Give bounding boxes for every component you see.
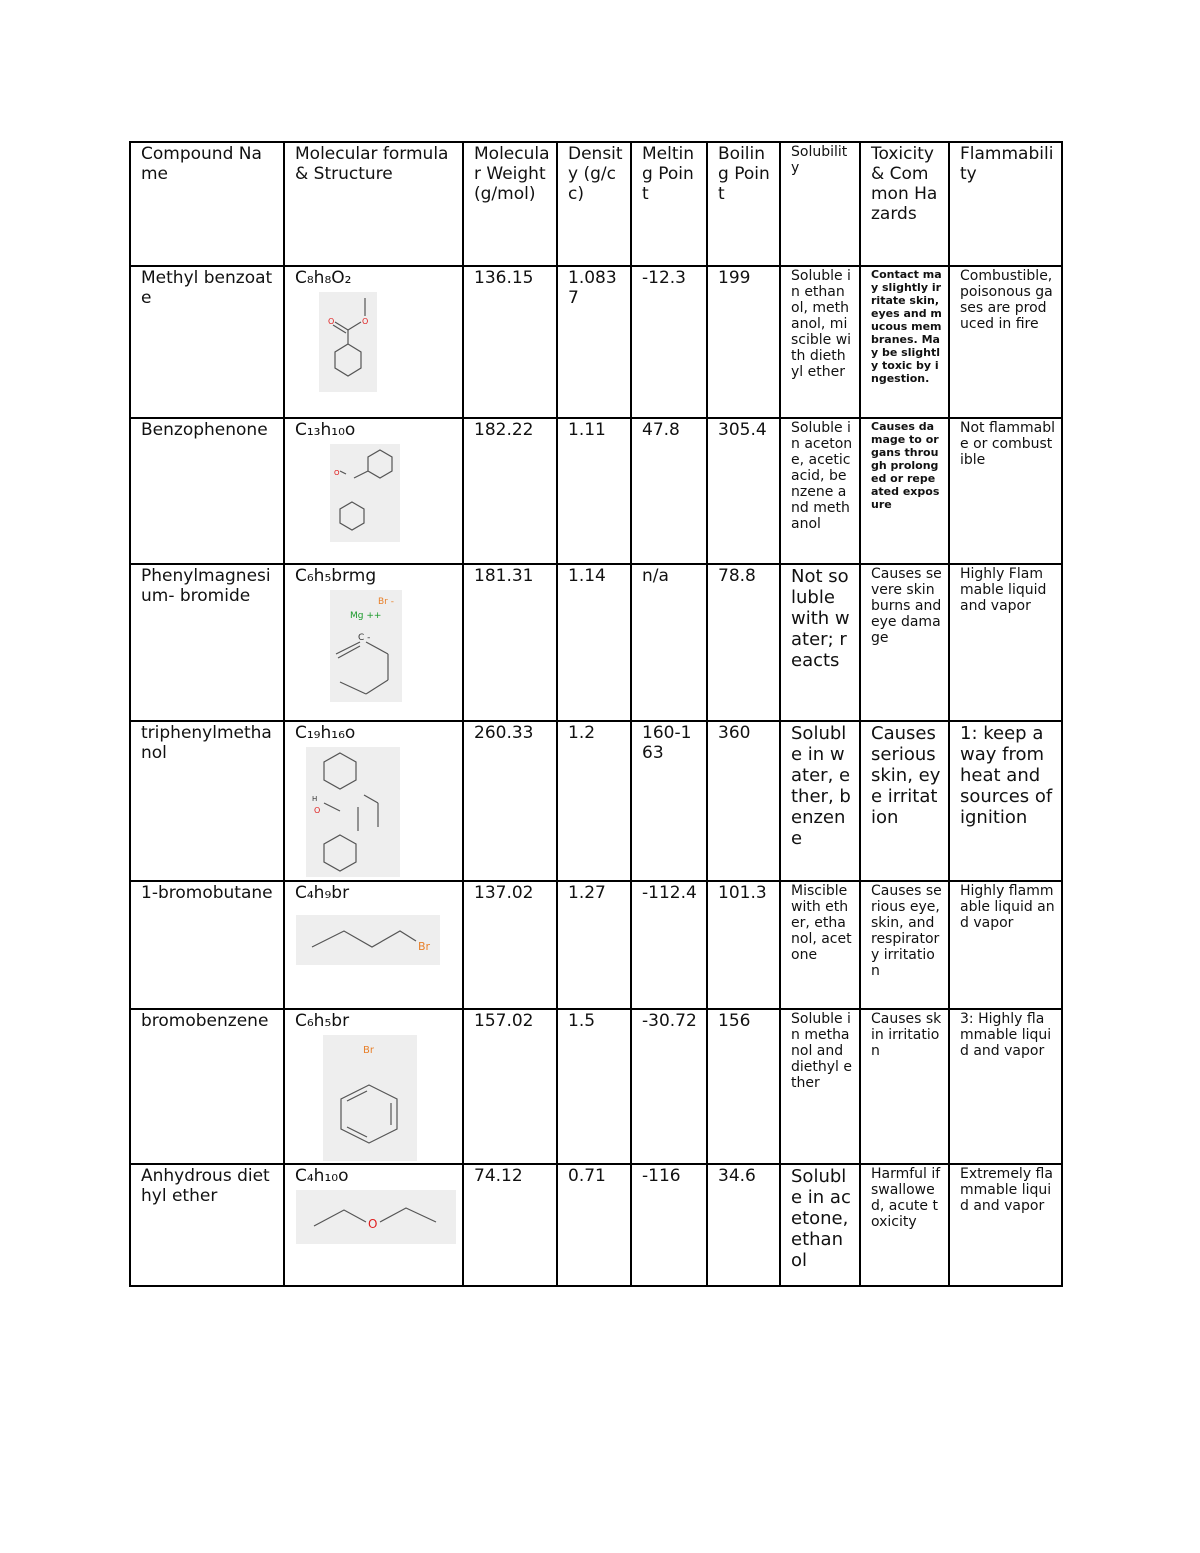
flammability: Highly flammable liquid and vapor (949, 881, 1062, 1009)
solubility: Soluble in ethanol, methanol, miscible with diethyl ether (780, 266, 860, 418)
molecular-weight: 74.12 (463, 1164, 557, 1286)
density: 1.11 (557, 418, 631, 564)
density: 1.27 (557, 881, 631, 1009)
structure-atom-label: O (328, 317, 335, 326)
header-row (130, 142, 1062, 266)
formula-cell (284, 418, 463, 564)
density: 1.0837 (557, 266, 631, 418)
toxicity: Contact may slightly irritate skin, eyes and mucous membranes. May be slightly toxic by ingestion. (860, 266, 949, 418)
table-row (130, 721, 1062, 881)
boiling-point: 101.3 (707, 881, 780, 1009)
melting-point: -12.3 (631, 266, 707, 418)
molecular-formula: C₁₉h₁₆o (295, 723, 356, 743)
melting-point: -116 (631, 1164, 707, 1286)
molecule-structure-image (330, 590, 402, 702)
toxicity: Causes serious skin, eye irritation (860, 721, 949, 881)
header-solubility: Solubility (780, 142, 860, 266)
boiling-point: 305.4 (707, 418, 780, 564)
table-row (130, 418, 1062, 564)
header-formula: Molecular formula & Structure (284, 142, 463, 266)
molecular-weight: 136.15 (463, 266, 557, 418)
molecular-weight: 157.02 (463, 1009, 557, 1164)
molecular-weight: 182.22 (463, 418, 557, 564)
molecule-structure-image (296, 915, 440, 965)
molecule-structure-image (323, 1035, 417, 1161)
structure-atom-label: Br (363, 1045, 374, 1056)
density: 1.5 (557, 1009, 631, 1164)
solubility: Soluble in acetone, ethanol (780, 1164, 860, 1286)
molecule-structure-image (319, 292, 377, 392)
structure-atom-label: C - (358, 633, 371, 643)
header-density: Density (g/cc) (557, 142, 631, 266)
toxicity: Causes serious eye, skin, and respiratory irritation (860, 881, 949, 1009)
molecular-formula: C₈h₈O₂ (295, 268, 352, 288)
boiling-point: 78.8 (707, 564, 780, 721)
flammability: Highly Flammable liquid and vapor (949, 564, 1062, 721)
compound-name: Anhydrous diethyl ether (130, 1164, 284, 1286)
toxicity: Causes damage to organs through prolonged or repeated exposure (860, 418, 949, 564)
compound-name: 1-bromobutane (130, 881, 284, 1009)
boiling-point: 199 (707, 266, 780, 418)
table-row (130, 1009, 1062, 1164)
toxicity: Causes severe skin burns and eye damage (860, 564, 949, 721)
toxicity: Harmful if swallowed, acute toxicity (860, 1164, 949, 1286)
molecule-structure-image (306, 747, 400, 877)
compound-name: Benzophenone (130, 418, 284, 564)
structure-atom-label: Br (418, 940, 431, 953)
structure-atom-label: O (314, 806, 321, 815)
molecular-weight: 181.31 (463, 564, 557, 721)
boiling-point: 360 (707, 721, 780, 881)
compound-name: Methyl benzoate (130, 266, 284, 418)
melting-point: -112.4 (631, 881, 707, 1009)
molecular-weight: 260.33 (463, 721, 557, 881)
formula-cell (284, 1164, 463, 1286)
molecule-structure-image (330, 444, 400, 542)
toxicity: Causes skin irritation (860, 1009, 949, 1164)
melting-point: 160-163 (631, 721, 707, 881)
molecular-formula: C₄h₁₀o (295, 1166, 349, 1186)
melting-point: 47.8 (631, 418, 707, 564)
header-toxicity: Toxicity & Common Hazards (860, 142, 949, 266)
flammability: Combustible, poisonous gases are produced in fire (949, 266, 1062, 418)
density: 1.2 (557, 721, 631, 881)
header-weight: Molecular Weight (g/mol) (463, 142, 557, 266)
flammability: Not flammable or combustible (949, 418, 1062, 564)
boiling-point: 34.6 (707, 1164, 780, 1286)
melting-point: n/a (631, 564, 707, 721)
flammability: Extremely flammable liquid and vapor (949, 1164, 1062, 1286)
compound-properties-table (129, 141, 1063, 1287)
structure-atom-label: Br - (378, 597, 394, 607)
formula-cell (284, 266, 463, 418)
molecular-weight: 137.02 (463, 881, 557, 1009)
table-row (130, 564, 1062, 721)
solubility: Not soluble with water; reacts (780, 564, 860, 721)
solubility: Soluble in methanol and diethyl ether (780, 1009, 860, 1164)
molecular-formula: C₁₃h₁₀o (295, 420, 356, 440)
solubility: Soluble in water, ether, benzene (780, 721, 860, 881)
flammability: 3: Highly flammable liquid and vapor (949, 1009, 1062, 1164)
melting-point: -30.72 (631, 1009, 707, 1164)
structure-atom-label: H (312, 795, 318, 803)
structure-atom-label: O (362, 317, 369, 326)
formula-cell (284, 1009, 463, 1164)
molecule-structure-image (296, 1190, 456, 1244)
table-row (130, 881, 1062, 1009)
density: 0.71 (557, 1164, 631, 1286)
formula-cell (284, 721, 463, 881)
compound-name: Phenylmagnesium- bromide (130, 564, 284, 721)
structure-atom-label: O (334, 469, 340, 477)
molecular-formula: C₄h₉br (295, 883, 350, 903)
header-melting-point: Melting Point (631, 142, 707, 266)
header-compound-name: Compound Name (130, 142, 284, 266)
solubility: Miscible with ether, ethanol, acetone (780, 881, 860, 1009)
formula-cell (284, 564, 463, 721)
density: 1.14 (557, 564, 631, 721)
compound-name: bromobenzene (130, 1009, 284, 1164)
table-row (130, 1164, 1062, 1286)
header-flammability: Flammability (949, 142, 1062, 266)
molecular-formula: C₆h₅br (295, 1011, 350, 1031)
header-boiling-point: Boiling Point (707, 142, 780, 266)
boiling-point: 156 (707, 1009, 780, 1164)
structure-atom-label: O (368, 1217, 378, 1231)
flammability: 1: keep away from heat and sources of ignition (949, 721, 1062, 881)
formula-cell (284, 881, 463, 1009)
table-row (130, 266, 1062, 418)
solubility: Soluble in acetone, acetic acid, benzene and methanol (780, 418, 860, 564)
molecular-formula: C₆h₅brmg (295, 566, 377, 586)
compound-name: triphenylmethanol (130, 721, 284, 881)
structure-atom-label: Mg ++ (350, 611, 382, 621)
